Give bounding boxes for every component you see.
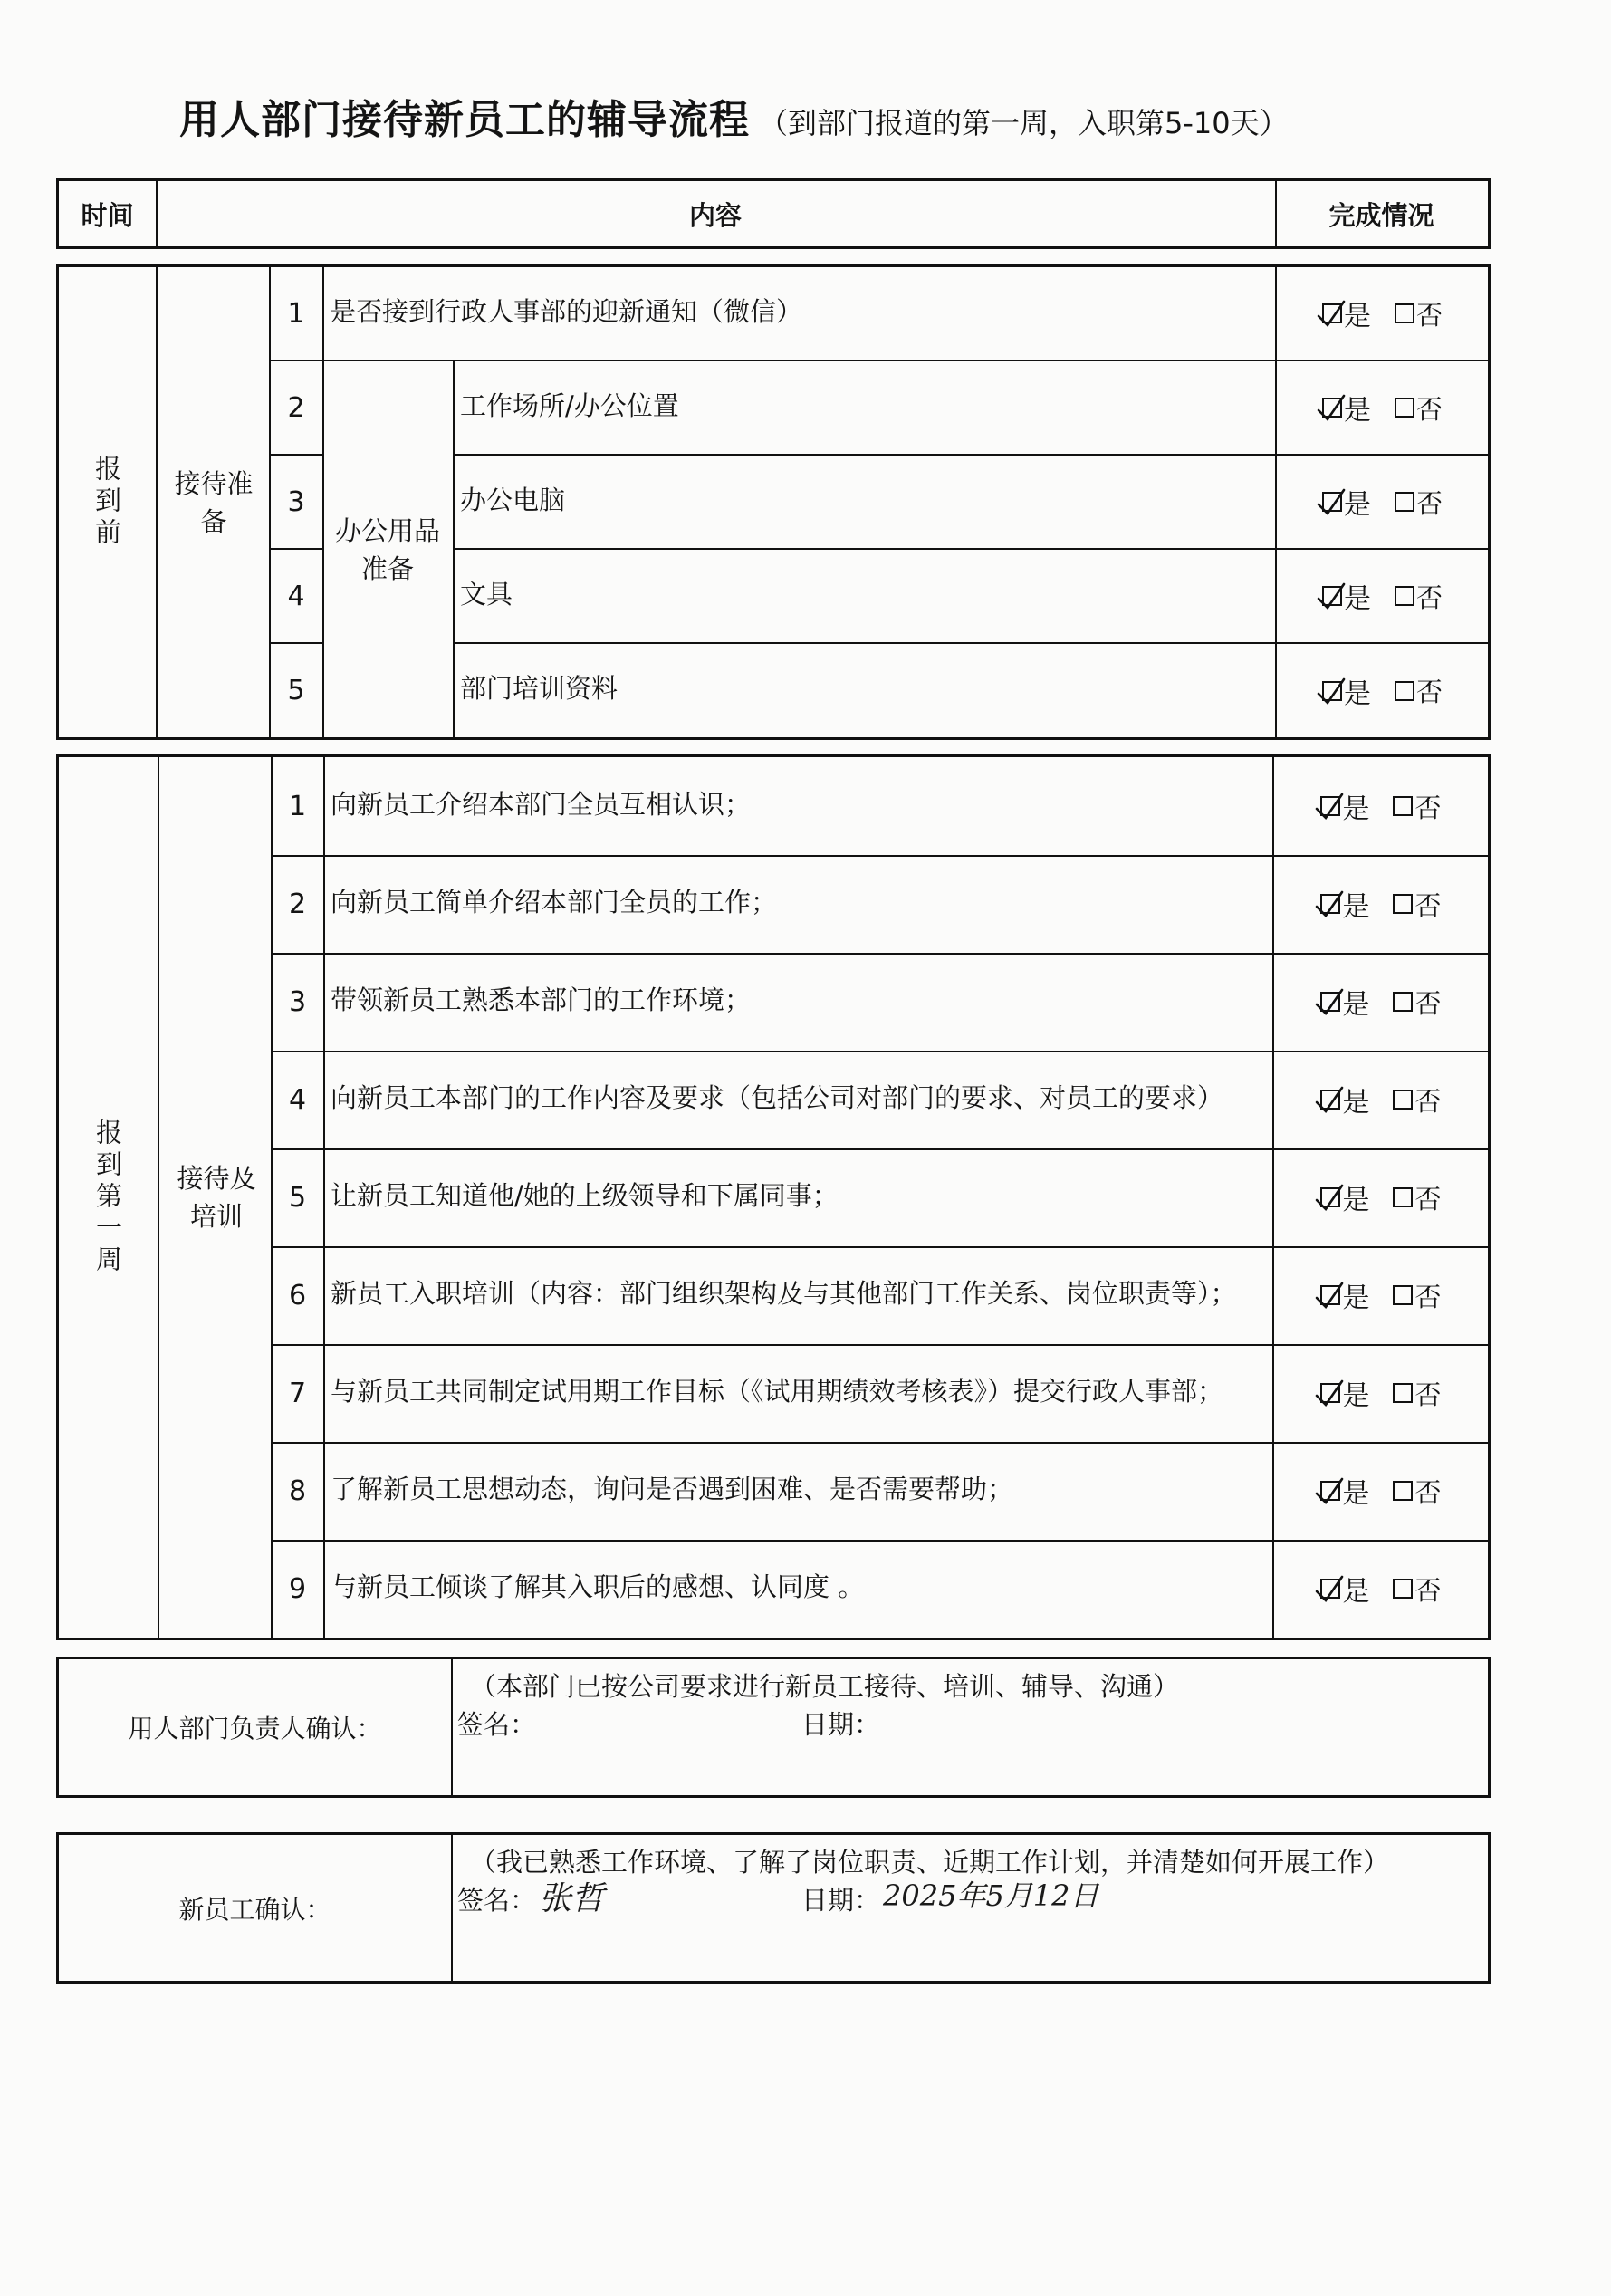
option-yes[interactable] xyxy=(1320,1080,1369,1119)
checkbox-no-icon[interactable] xyxy=(1395,398,1414,418)
completion-status xyxy=(1277,267,1488,360)
checkbox-yes-icon[interactable] xyxy=(1320,1383,1340,1403)
dept-date-field[interactable] xyxy=(883,1699,1118,1735)
document-title xyxy=(179,87,1289,145)
period-label: 报到前 xyxy=(91,455,122,550)
item-content: 办公电脑 xyxy=(460,484,566,515)
checkbox-no-icon[interactable] xyxy=(1393,1481,1413,1501)
header-content: 内容 xyxy=(688,199,742,231)
checkbox-no-icon[interactable] xyxy=(1395,492,1414,512)
option-yes[interactable] xyxy=(1322,482,1371,522)
item-number: 2 xyxy=(288,888,307,920)
category-reception-training: 接待及培训 xyxy=(177,1163,256,1232)
dept-confirm-statement: （本部门已按公司要求进行新员工接待、培训、辅导、沟通） xyxy=(470,1671,1180,1702)
title-subtitle: （到部门报道的第一周，入职第5-10天） xyxy=(759,106,1289,140)
item-number: 5 xyxy=(288,1181,307,1214)
option-no[interactable] xyxy=(1393,886,1441,923)
employee-confirm-label: 新员工确认： xyxy=(178,1894,331,1925)
checkbox-no-icon[interactable] xyxy=(1393,1090,1413,1110)
option-no[interactable] xyxy=(1393,788,1441,825)
checkbox-no-icon[interactable] xyxy=(1393,1383,1413,1403)
checkbox-yes-icon[interactable] xyxy=(1320,796,1340,816)
item-number: 9 xyxy=(288,1572,307,1605)
option-no-label: 否 xyxy=(1415,393,1443,425)
item-number: 3 xyxy=(288,985,307,1018)
completion-status xyxy=(1277,550,1488,642)
checkbox-yes-icon[interactable] xyxy=(1320,1285,1340,1305)
item-content: 新员工入职培训（内容：部门组织架构及与其他部门工作关系、岗位职责等）； xyxy=(331,1277,1237,1309)
completion-status xyxy=(1277,644,1488,737)
completion-status xyxy=(1277,361,1488,454)
dept-confirm-box xyxy=(56,1657,1491,1798)
item-content: 是否接到行政人事部的迎新通知（微信） xyxy=(330,295,803,327)
item-content: 带领新员工熟悉本部门的工作环境； xyxy=(331,984,752,1015)
option-yes-label: 是 xyxy=(1342,1282,1370,1314)
employee-confirm-box xyxy=(56,1832,1491,1984)
completion-status xyxy=(1274,1148,1488,1246)
option-no-label: 否 xyxy=(1415,487,1443,519)
checkbox-no-icon[interactable] xyxy=(1393,1187,1413,1207)
option-yes[interactable] xyxy=(1322,671,1371,711)
option-yes-label: 是 xyxy=(1343,489,1371,521)
item-content: 与新员工倾谈了解其入职后的感想、认同度 。 xyxy=(331,1571,865,1602)
dept-date-label: 日期： xyxy=(801,1709,881,1740)
option-yes-label: 是 xyxy=(1342,1478,1370,1510)
option-no[interactable] xyxy=(1393,1081,1441,1119)
option-yes-label: 是 xyxy=(1342,1087,1370,1119)
option-no-label: 否 xyxy=(1414,1281,1442,1312)
option-no-label: 否 xyxy=(1414,889,1442,921)
item-content: 让新员工知道他/她的上级领导和下属同事； xyxy=(331,1179,839,1211)
section-first-week xyxy=(56,754,1491,1640)
checkbox-yes-icon[interactable] xyxy=(1320,1187,1340,1207)
checkbox-no-icon[interactable] xyxy=(1395,681,1414,701)
option-no-label: 否 xyxy=(1415,677,1443,707)
option-no-label: 否 xyxy=(1414,1574,1442,1606)
option-no-label: 否 xyxy=(1414,1476,1442,1508)
period-before-arrival xyxy=(59,267,156,737)
item-number: 3 xyxy=(287,485,305,518)
option-yes-label: 是 xyxy=(1342,793,1370,825)
option-no[interactable] xyxy=(1393,1375,1441,1412)
option-no[interactable] xyxy=(1395,295,1443,332)
option-yes[interactable] xyxy=(1320,1569,1369,1609)
option-no[interactable] xyxy=(1395,672,1443,709)
item-number: 6 xyxy=(288,1279,307,1311)
checkbox-yes-icon[interactable] xyxy=(1322,492,1342,512)
option-yes-label: 是 xyxy=(1342,1185,1370,1216)
section-before-arrival xyxy=(56,264,1491,740)
option-no-label: 否 xyxy=(1414,987,1442,1019)
employee-signature-field[interactable]: 张哲 xyxy=(539,1880,605,1917)
option-no-label: 否 xyxy=(1414,1183,1442,1215)
title-main: 用人部门接待新员工的辅导流程 xyxy=(179,97,750,143)
option-yes[interactable] xyxy=(1322,388,1371,427)
option-yes[interactable] xyxy=(1322,576,1371,616)
checkbox-yes-icon[interactable] xyxy=(1320,1481,1340,1501)
option-no-label: 否 xyxy=(1414,792,1442,823)
checkbox-no-icon[interactable] xyxy=(1395,303,1414,323)
option-no-label: 否 xyxy=(1415,581,1443,613)
item-number: 8 xyxy=(288,1475,307,1507)
option-no-label: 否 xyxy=(1415,299,1443,331)
checkbox-yes-icon[interactable] xyxy=(1322,398,1342,418)
option-yes[interactable] xyxy=(1320,884,1369,924)
checkbox-yes-icon[interactable] xyxy=(1320,1579,1340,1599)
checkbox-yes-icon[interactable] xyxy=(1320,992,1340,1012)
option-yes[interactable] xyxy=(1322,293,1371,333)
item-content: 文具 xyxy=(460,578,513,610)
completion-status xyxy=(1274,1051,1488,1148)
checkbox-no-icon[interactable] xyxy=(1393,992,1413,1012)
completion-status xyxy=(1274,757,1488,855)
item-content: 向新员工简单介绍本部门全员的工作； xyxy=(331,886,778,917)
employee-confirm-statement: （我已熟悉工作环境、了解了岗位职责、近期工作计划，并清楚如何开展工作） xyxy=(470,1847,1390,1878)
checkbox-no-icon[interactable] xyxy=(1393,796,1413,816)
completion-status xyxy=(1277,456,1488,548)
completion-status xyxy=(1274,1344,1488,1442)
option-no-label: 否 xyxy=(1414,1379,1442,1410)
option-yes-label: 是 xyxy=(1342,1576,1370,1608)
item-number: 2 xyxy=(287,391,305,424)
option-no[interactable] xyxy=(1395,578,1443,615)
completion-status xyxy=(1274,1540,1488,1638)
item-content: 了解新员工思想动态，询问是否遇到困难、是否需要帮助； xyxy=(331,1473,1014,1504)
checkbox-yes-icon[interactable] xyxy=(1322,303,1342,323)
employee-date-label: 日期： xyxy=(801,1885,881,1916)
option-no[interactable] xyxy=(1393,984,1441,1021)
header-status: 完成情况 xyxy=(1328,199,1434,231)
employee-sign-label: 签名： xyxy=(457,1885,537,1916)
header-time: 时间 xyxy=(81,199,134,231)
option-no[interactable] xyxy=(1393,1473,1441,1510)
option-yes-label: 是 xyxy=(1342,1380,1370,1412)
option-yes-label: 是 xyxy=(1343,677,1371,710)
completion-status xyxy=(1274,1442,1488,1540)
item-content: 向新员工本部门的工作内容及要求（包括公司对部门的要求、对员工的要求） xyxy=(331,1081,1224,1113)
period-label: 报到第一周 xyxy=(92,1118,123,1277)
option-yes-label: 是 xyxy=(1343,301,1371,332)
item-number: 1 xyxy=(288,790,307,822)
checkbox-yes-icon[interactable] xyxy=(1322,586,1342,606)
option-no[interactable] xyxy=(1395,484,1443,521)
option-yes-label: 是 xyxy=(1342,989,1370,1021)
category-reception-prep: 接待准备 xyxy=(174,467,254,537)
completion-status xyxy=(1274,953,1488,1051)
dept-confirm-label: 用人部门负责人确认： xyxy=(128,1714,382,1744)
option-yes-label: 是 xyxy=(1343,583,1371,615)
item-content: 向新员工介绍本部门全员互相认识； xyxy=(331,788,752,820)
option-no[interactable] xyxy=(1393,1571,1441,1608)
option-yes[interactable] xyxy=(1320,786,1369,826)
checkbox-yes-icon[interactable] xyxy=(1320,894,1340,914)
completion-status xyxy=(1274,855,1488,953)
dept-sign-label: 签名： xyxy=(457,1709,537,1740)
option-yes[interactable] xyxy=(1320,982,1369,1022)
item-number: 4 xyxy=(287,580,305,612)
table-header xyxy=(56,178,1491,249)
option-yes[interactable] xyxy=(1320,1471,1369,1511)
checkbox-no-icon[interactable] xyxy=(1395,586,1414,606)
item-content: 部门培训资料 xyxy=(460,673,619,704)
option-yes-label: 是 xyxy=(1343,395,1371,427)
checkbox-yes-icon[interactable] xyxy=(1320,1090,1340,1110)
checkbox-no-icon[interactable] xyxy=(1393,894,1413,914)
item-content: 与新员工共同制定试用期工作目标（《试用期绩效考核表》）提交行政人事部； xyxy=(331,1375,1224,1407)
item-content: 工作场所/办公位置 xyxy=(460,389,679,421)
checkbox-no-icon[interactable] xyxy=(1393,1285,1413,1305)
option-yes-label: 是 xyxy=(1342,891,1370,923)
dept-signature-field[interactable] xyxy=(539,1699,720,1735)
checkbox-yes-icon[interactable] xyxy=(1322,681,1342,701)
item-number: 7 xyxy=(288,1377,307,1409)
item-number: 1 xyxy=(287,297,305,330)
completion-status xyxy=(1274,1246,1488,1344)
period-first-week xyxy=(59,757,158,1638)
option-no[interactable] xyxy=(1393,1277,1441,1314)
option-no[interactable] xyxy=(1395,389,1443,427)
subcategory-office-supplies: 办公用品准备 xyxy=(334,514,440,584)
item-number: 5 xyxy=(287,675,305,706)
option-yes[interactable] xyxy=(1320,1275,1369,1315)
option-yes[interactable] xyxy=(1320,1373,1369,1413)
checkbox-no-icon[interactable] xyxy=(1393,1579,1413,1599)
option-yes[interactable] xyxy=(1320,1177,1369,1217)
item-number: 4 xyxy=(288,1083,307,1116)
option-no[interactable] xyxy=(1393,1179,1441,1216)
employee-date-field[interactable]: 2025年5月12日 xyxy=(883,1878,1099,1913)
option-no-label: 否 xyxy=(1414,1085,1442,1117)
